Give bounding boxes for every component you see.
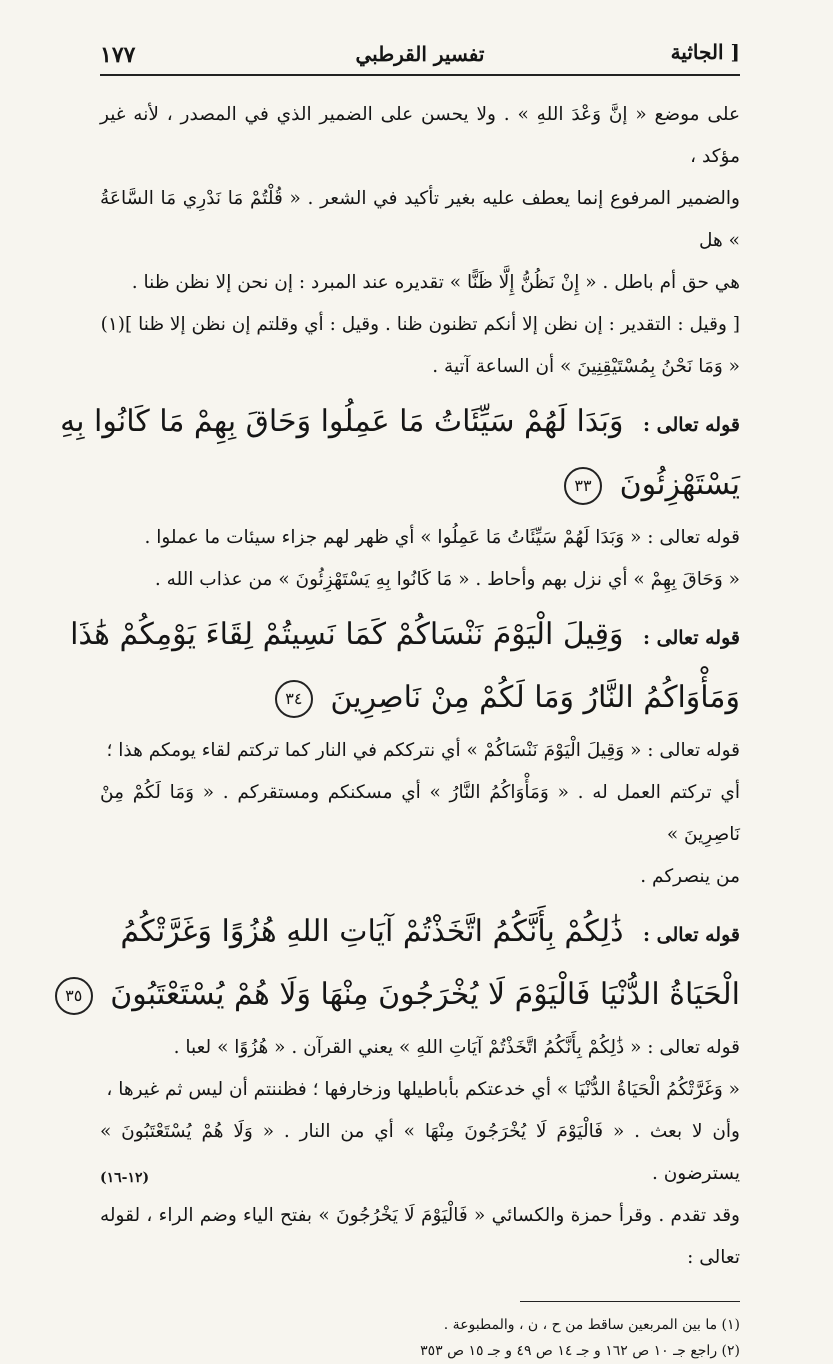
text-line: من ينصركم . <box>640 866 740 887</box>
verse-lead-in: قوله تعالى : <box>643 627 740 649</box>
footnote-divider <box>520 1301 740 1302</box>
text-line: [ وقيل : التقدير : إن نظن إلا أنكم تظنون ظنا . وقيل : أي وقلتم إن نظن إلا ظنا ](١) <box>100 314 740 335</box>
verse-text: وَمَأْوَاكُمُ النَّارُ وَمَا لَكُمْ مِنْ نَاصِرِينَ <box>330 680 740 715</box>
text-line: وقد تقدم . وقرأ حمزة والكسائي « فَالْيَوْمَ لَا يَخْرُجُونَ » بفتح الياء وضم الراء ، لقوله تعالى : <box>100 1205 740 1268</box>
page-body <box>60 94 740 1364</box>
commentary-block-3 <box>100 730 740 898</box>
verse-text: وَقِيلَ الْيَوْمَ نَنْسَاكُمْ كَمَا نَسِيتُمْ لِقَاءَ يَوْمِكُمْ هَٰذَا <box>70 617 624 652</box>
footnote: (١) ما بين المربعين ساقط من ح ، ن ، والمطبوعة . <box>443 1317 740 1333</box>
verse-lead-in: قوله تعالى : <box>643 414 740 436</box>
ayah-number-marker: ٣٥ <box>55 977 93 1015</box>
commentary-block-2 <box>100 517 740 601</box>
verse-line <box>100 902 740 965</box>
quran-verse-35 <box>65 902 740 1025</box>
text-line: قوله تعالى : « وَقِيلَ الْيَوْمَ نَنْسَاكُمْ » أي نترككم في النار كما تركتم لقاء يومكم هذا ؛ <box>106 740 740 761</box>
text-line: قوله تعالى : « وَبَدَا لَهُمْ سَيِّئَاتُ مَا عَمِلُوا » أي ظهر لهم جزاء سيئات ما عملوا . <box>144 527 740 548</box>
book-title: تفسير القرطبي <box>355 42 485 66</box>
text-line: « وَمَا نَحْنُ بِمُسْتَيْقِنِينَ » أن الساعة آتية . <box>432 356 740 377</box>
verse-text: ذَٰلِكُمْ بِأَنَّكُمُ اتَّخَذْتُمْ آيَاتِ اللهِ هُزُوًا وَغَرَّتْكُمُ <box>120 914 624 949</box>
book-page <box>60 36 740 1359</box>
quran-verse-34 <box>70 605 740 728</box>
text-line: وأن لا بعث . « فَالْيَوْمَ لَا يُخْرَجُونَ مِنْهَا » أي من النار . « وَلَا هُمْ يُسْتَعْتَبُونَ » يسترضون . <box>100 1121 740 1184</box>
page-number: ١٧٧ <box>100 42 136 68</box>
footnotes <box>100 1312 740 1364</box>
verse-lead-in: قوله تعالى : <box>643 924 740 946</box>
surah-name: [ الجاثية <box>670 40 740 64</box>
text-line: على موضع « إنَّ وَعْدَ اللهِ » . ولا يحسن على الضمير الذي في المصدر ، لأنه غير مؤكد ، <box>100 104 740 167</box>
text-line: قوله تعالى : « ذَٰلِكُمْ بِأَنَّكُمُ اتَّخَذْتُمْ آيَاتِ اللهِ » يعني القرآن . « هُزُوًا » لعبا . <box>173 1037 740 1058</box>
verse-text: يَسْتَهْزِئُونَ <box>619 467 740 502</box>
text-line: والضمير المرفوع إنما يعطف عليه بغير تأكيد في الشعر . « قُلْتُمْ مَا نَدْرِي مَا السَّاعَةُ » هل <box>100 188 740 251</box>
text-line: هي حق أم باطل . « إِنْ نَظُنُّ إِلَّا ظَنًّا » تقديره عند المبرد : إن نحن إلا نظن ظنا . <box>131 272 740 293</box>
ayah-number-marker: ٣٣ <box>564 467 602 505</box>
text-line: أي تركتم العمل له . « وَمَأْوَاكُمُ النَّارُ » أي مسكنكم ومستقركم . « وَمَا لَكُمْ مِنْ نَاصِرِينَ » <box>100 782 740 845</box>
verse-line <box>65 965 740 1025</box>
verse-line <box>100 455 740 515</box>
quran-verse-33 <box>60 392 740 515</box>
footnote: (٢) راجع جـ ١٠ ص ١٦٢ و جـ ١٤ ص ٤٩ و جـ ١٥ ص ٣٥٣ <box>420 1343 740 1359</box>
verse-text: الْحَيَاةُ الدُّنْيَا فَالْيَوْمَ لَا يُخْرَجُونَ مِنْهَا وَلَا هُمْ يُسْتَعْتَبُونَ <box>110 977 740 1012</box>
verse-line <box>70 605 740 668</box>
printer-signature: (١٢-١٦) <box>100 1170 150 1186</box>
verse-line <box>100 668 740 728</box>
text-line: « وَحَاقَ بِهِمْ » أي نزل بهم وأحاط . « مَا كَانُوا بِهِ يَسْتَهْزِئُونَ » من عذاب الله . <box>154 569 740 590</box>
commentary-block-1 <box>100 94 740 388</box>
ayah-number-marker: ٣٤ <box>275 680 313 718</box>
verse-line <box>60 392 740 455</box>
commentary-block-4 <box>100 1027 740 1279</box>
verse-text: وَبَدَا لَهُمْ سَيِّئَاتُ مَا عَمِلُوا وَحَاقَ بِهِمْ مَا كَانُوا بِهِ <box>60 404 624 439</box>
text-line: « وَغَرَّتْكُمُ الْحَيَاةُ الدُّنْيَا » أي خدعتكم بأباطيلها وزخارفها ؛ فظننتم أن ليس ثم غيرها ، <box>106 1079 740 1100</box>
page-header <box>100 36 740 76</box>
